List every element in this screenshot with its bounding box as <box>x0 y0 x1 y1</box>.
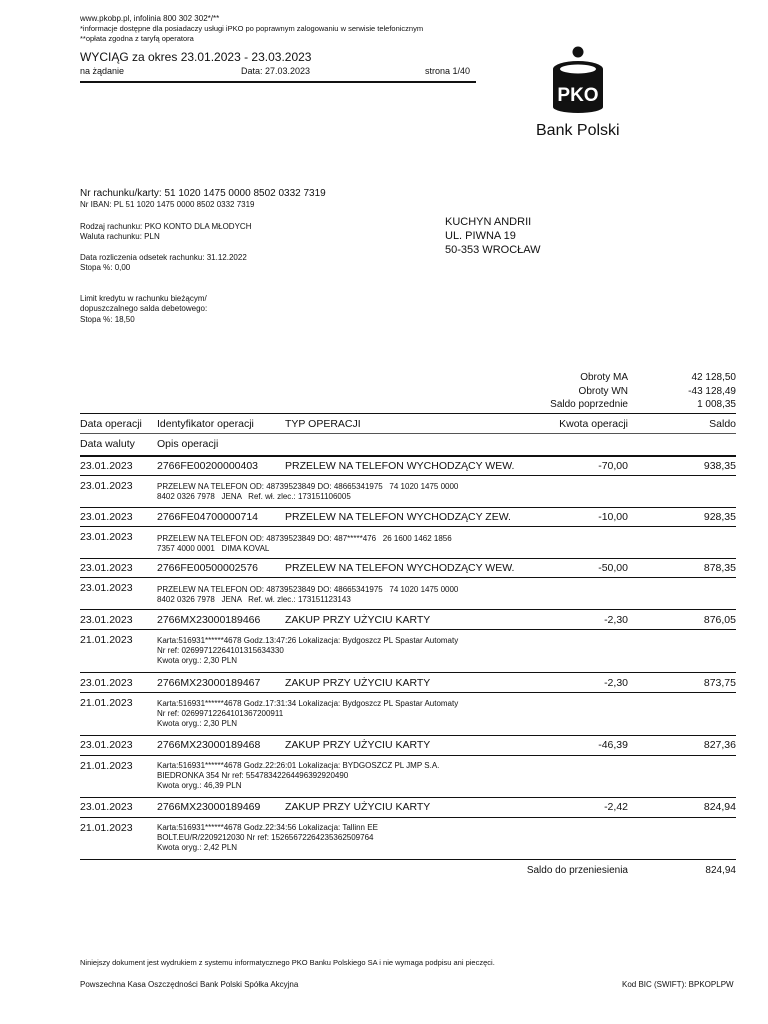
row-divider <box>80 609 736 610</box>
col-balance: Saldo <box>709 418 736 430</box>
customer-street: UL. PIWNA 19 <box>445 230 516 242</box>
tx-amount: -70,00 <box>598 460 628 472</box>
tx-amount: -46,39 <box>598 739 628 751</box>
tx-value-date: 21.01.2023 <box>80 822 133 834</box>
account-number: Nr rachunku/karty: 51 1020 1475 0000 8502 0332 7319 <box>80 188 326 199</box>
credit-limit-label: Limit kredytu w rachunku bieżącym/ <box>80 294 207 303</box>
header-contact: www.pkobp.pl, infolinia 800 302 302*/** <box>80 14 220 23</box>
table-row <box>80 739 736 753</box>
carry-forward-value: 824,94 <box>705 865 736 876</box>
row-divider <box>80 817 736 818</box>
pko-logo-icon <box>550 45 610 115</box>
customer-address <box>445 215 541 257</box>
table-row <box>80 511 736 525</box>
pko-logo <box>550 45 610 115</box>
tx-value-date: 23.01.2023 <box>80 582 133 594</box>
tx-description: PRZELEW NA TELEFON OD: 48739523849 DO: 48665341975 74 1020 1475 0000 8402 0326 7978 JENA Ref. wł. zlec.: 173151123143 <box>157 585 459 604</box>
tx-id: 2766FE04700000714 <box>157 511 259 523</box>
summary-row <box>500 398 736 412</box>
tx-id: 2766FE00200000403 <box>157 460 259 472</box>
footer-company: Powszechna Kasa Oszczędności Bank Polski Spółka Akcyjna <box>80 980 299 989</box>
row-divider <box>80 797 736 798</box>
page-number: strona 1/40 <box>425 66 471 76</box>
summary-value: 1 008,35 <box>697 399 736 410</box>
summary-label: Obroty MA <box>580 372 628 383</box>
tx-amount: -50,00 <box>598 562 628 574</box>
tx-description: Karta:516931******4678 Godz.17:31:34 Lokalizacja: Bydgoszcz PL Spastar Automaty Nr ref: 02699712264101367200911 Kwota oryg.: 2,30 PLN <box>157 699 459 728</box>
col-amount: Kwota operacji <box>559 418 628 430</box>
statement-mode: na żądanie <box>80 66 125 76</box>
tx-description: Karta:516931******4678 Godz.22:34:56 Lokalizacja: Tallinn EE BOLT.EU/R/2209212030 Nr ref: 15265672264235362509764 Kwota oryg.: 2,42 PLN <box>157 823 378 852</box>
tx-type: ZAKUP PRZY UŻYCIU KARTY <box>285 801 431 813</box>
summary-label: Obroty WN <box>578 385 628 397</box>
col-date-val: Data waluty <box>80 438 135 450</box>
account-type: Rodzaj rachunku: PKO KONTO DLA MŁODYCH <box>80 222 252 231</box>
tx-balance: 928,35 <box>703 511 736 523</box>
row-divider <box>80 629 736 630</box>
tx-id: 2766MX23000189466 <box>157 614 261 626</box>
tx-value-date: 23.01.2023 <box>80 480 133 492</box>
tx-date: 23.01.2023 <box>80 801 133 813</box>
tx-balance: 827,36 <box>703 739 736 751</box>
table-row <box>80 460 736 474</box>
tx-id: 2766MX23000189467 <box>157 677 261 689</box>
row-divider <box>80 755 736 756</box>
account-iban: Nr IBAN: PL 51 1020 1475 0000 8502 0332 7319 <box>80 200 255 209</box>
tx-type: ZAKUP PRZY UŻYCIU KARTY <box>285 677 431 689</box>
summary-block <box>500 371 736 412</box>
summary-row <box>500 385 736 399</box>
summary-label: Saldo poprzednie <box>550 399 628 410</box>
table-row <box>80 677 736 691</box>
row-divider <box>80 577 736 578</box>
svg-text:PKO: PKO <box>557 85 599 106</box>
table-row <box>80 562 736 576</box>
tx-type: PRZELEW NA TELEFON WYCHODZĄCY ZEW. <box>285 511 511 523</box>
table-top-rule <box>80 413 736 414</box>
carry-forward-row <box>80 865 736 879</box>
tx-date: 23.01.2023 <box>80 460 133 472</box>
row-divider <box>80 735 736 736</box>
table-row <box>80 614 736 628</box>
tx-date: 23.01.2023 <box>80 614 133 626</box>
interest-date: Data rozliczenia odsetek rachunku: 31.12.2022 <box>80 253 247 262</box>
summary-value: 42 128,50 <box>691 372 736 383</box>
tx-balance: 873,75 <box>703 677 736 689</box>
tx-type: ZAKUP PRZY UŻYCIU KARTY <box>285 614 431 626</box>
tx-type: PRZELEW NA TELEFON WYCHODZĄCY WEW. <box>285 562 515 574</box>
row-divider <box>80 558 736 559</box>
row-divider <box>80 507 736 508</box>
summary-value: -43 128,49 <box>688 385 736 397</box>
interest-rate: Stopa %: 0,00 <box>80 263 131 272</box>
statement-title: WYCIĄG za okres 23.01.2023 - 23.03.2023 <box>80 50 312 64</box>
tx-description: PRZELEW NA TELEFON OD: 48739523849 DO: 487*****476 26 1600 1462 1856 7357 4000 0001 DIMA KOVAL <box>157 534 452 553</box>
row-divider <box>80 475 736 476</box>
table-header-row-2 <box>80 438 736 452</box>
tx-type: PRZELEW NA TELEFON WYCHODZĄCY WEW. <box>285 460 515 472</box>
col-type-op: TYP OPERACJI <box>285 418 361 430</box>
tx-amount: -2,30 <box>604 614 628 626</box>
table-row <box>80 801 736 815</box>
tx-date: 23.01.2023 <box>80 562 133 574</box>
header-divider <box>80 81 476 83</box>
tx-value-date: 21.01.2023 <box>80 697 133 709</box>
tx-balance: 824,94 <box>703 801 736 813</box>
tx-value-date: 21.01.2023 <box>80 634 133 646</box>
tx-amount: -10,00 <box>598 511 628 523</box>
col-id-op: Identyfikator operacji <box>157 418 254 430</box>
limit-rate: Stopa %: 18,50 <box>80 315 135 324</box>
tx-id: 2766FE00500002576 <box>157 562 259 574</box>
tx-description: PRZELEW NA TELEFON OD: 48739523849 DO: 48665341975 74 1020 1475 0000 8402 0326 7978 JENA Ref. wł. zlec.: 173151106005 <box>157 482 459 501</box>
tx-id: 2766MX23000189468 <box>157 739 261 751</box>
tx-amount: -2,42 <box>604 801 628 813</box>
table-header-divider <box>80 433 736 434</box>
tx-balance: 876,05 <box>703 614 736 626</box>
bank-name: Bank Polski <box>536 122 620 139</box>
tx-date: 23.01.2023 <box>80 511 133 523</box>
col-desc-op: Opis operacji <box>157 438 219 450</box>
col-date-op: Data operacji <box>80 418 142 430</box>
account-currency: Waluta rachunku: PLN <box>80 232 160 241</box>
tx-id: 2766MX23000189469 <box>157 801 261 813</box>
statement-date: Data: 27.03.2023 <box>241 66 311 76</box>
tx-value-date: 23.01.2023 <box>80 531 133 543</box>
customer-name: KUCHYN ANDRII <box>445 216 532 228</box>
table-header-bottom-rule <box>80 455 736 457</box>
footer-note: Niniejszy dokument jest wydrukiem z systemu informatycznego PKO Banku Polskiego SA i nie wymaga podpisu ani pieczęci. <box>80 958 495 967</box>
tx-value-date: 21.01.2023 <box>80 760 133 772</box>
header-info-note: *informacje dostępne dla posiadaczy usługi iPKO po poprawnym zalogowaniu w serwisie telefonicznym <box>80 24 424 33</box>
tx-date: 23.01.2023 <box>80 739 133 751</box>
tx-balance: 878,35 <box>703 562 736 574</box>
table-bottom-rule <box>80 859 736 860</box>
carry-forward-label: Saldo do przeniesienia <box>526 865 628 876</box>
customer-city: 50-353 WROCŁAW <box>445 244 541 256</box>
tx-date: 23.01.2023 <box>80 677 133 689</box>
tx-type: ZAKUP PRZY UŻYCIU KARTY <box>285 739 431 751</box>
tx-amount: -2,30 <box>604 677 628 689</box>
tx-description: Karta:516931******4678 Godz.13:47:26 Lokalizacja: Bydgoszcz PL Spastar Automaty Nr ref: 02699712264101315634330 Kwota oryg.: 2,30 PLN <box>157 636 459 665</box>
summary-row <box>500 371 736 385</box>
debit-limit-label: dopuszczalnego salda debetowego: <box>80 304 208 313</box>
tx-description: Karta:516931******4678 Godz.22:26:01 Lokalizacja: BYDGOSZCZ PL JMP S.A. BIEDRONKA 354 Nr ref: 55478342264496392920490 Kwota oryg.: 46,39 PLN <box>157 761 440 790</box>
footer-swift: Kod BIC (SWIFT): BPKOPLPW <box>622 980 734 989</box>
row-divider <box>80 672 736 673</box>
row-divider <box>80 692 736 693</box>
tx-balance: 938,35 <box>703 460 736 472</box>
row-divider <box>80 526 736 527</box>
table-header-row <box>80 418 736 432</box>
header-fee-note: **opłata zgodna z taryfą operatora <box>80 34 194 43</box>
